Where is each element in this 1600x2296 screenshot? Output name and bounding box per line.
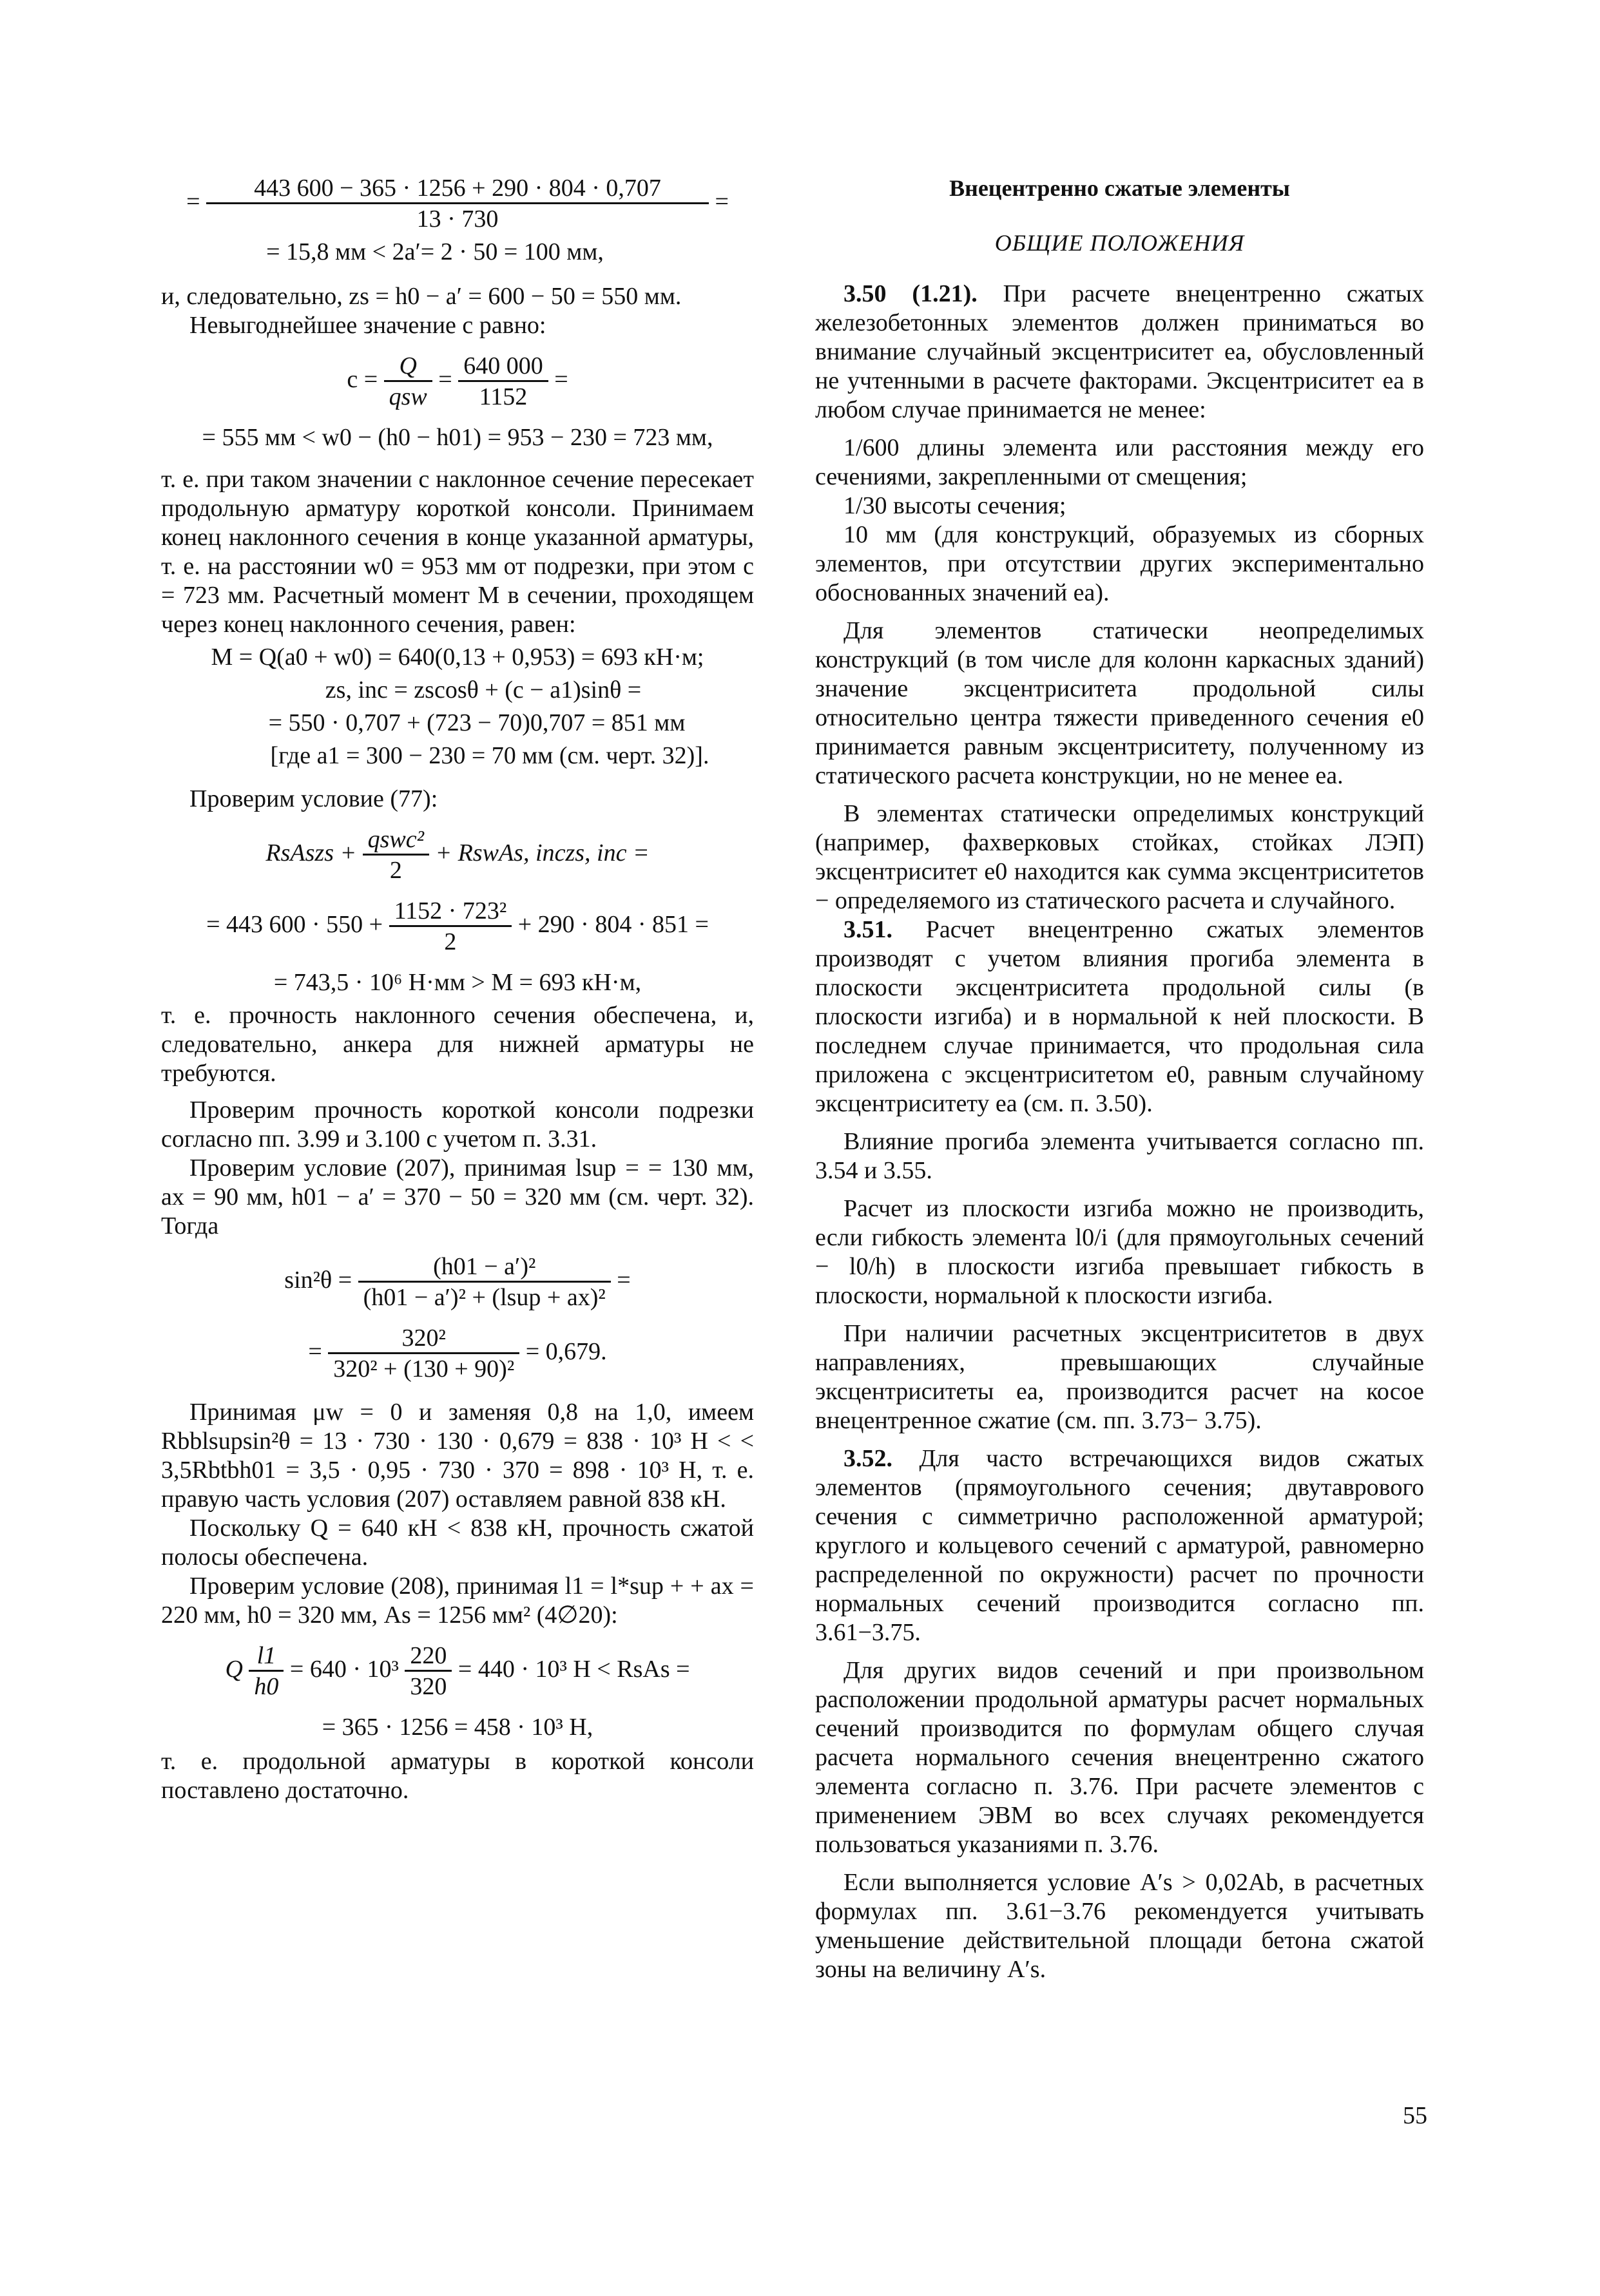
paragraph-check-console: Проверим прочность короткой консоли подрезки согласно пп. 3.99 и 3.100 с учетом п. 3.31. bbox=[161, 1096, 754, 1153]
paragraph-biaxial: При наличии расчетных эксцентриситетов в двух направлениях, превышающих случайные эксцентриситеты ea, производится расчет на косое внецентренное сжатие (см. пп. 3.73− 3.75). bbox=[815, 1320, 1424, 1434]
right-column bbox=[815, 174, 1424, 1984]
eq7-numerator: qswc² bbox=[363, 825, 429, 856]
eq2-fraction-2 bbox=[458, 352, 548, 412]
eq7-part-b: + RswAs, inczs, inc = bbox=[435, 839, 650, 867]
eq2-numerator-1: Q bbox=[384, 352, 432, 382]
equation-8 bbox=[161, 897, 754, 957]
equation-1 bbox=[161, 174, 754, 234]
eq2-denominator-2: 1152 bbox=[479, 383, 528, 410]
paragraph-compressed-area: Если выполняется условие A′s > 0,02Ab, в расчетных формулах пп. 3.61−3.76 рекомендуется учитывать уменьшение действительной площади бетона сжатой зоны на величину A′s. bbox=[815, 1869, 1424, 1983]
eq1-fraction bbox=[206, 174, 709, 234]
eq7-denominator: 2 bbox=[389, 857, 402, 884]
paragraph-check-207: Проверим условие (207), принимая lsup = = 130 мм, ax = 90 мм, h01 − a′ = 370 − 50 = 320 мм (см. черт. 32). Тогда bbox=[161, 1154, 754, 1239]
equation-7 bbox=[161, 825, 754, 885]
paragraph-3-51-text: Расчет внецентренно сжатых элементов производят с учетом влияния прогиба элемента в плоскости эксцентриситета продольной силы (в плоскости изгиба) и в нормальной к ней плоскости. В последнем случае принимается, что продольная сила приложена с эксцентриситетом e0, равным случайному эксцентриситету ea (см. п. 3.50). bbox=[815, 916, 1424, 1117]
eq11-denominator: 320² + (130 + 90)² bbox=[333, 1355, 515, 1382]
equation-6: [где a1 = 300 − 230 = 70 мм (см. черт. 32)]. bbox=[270, 742, 709, 769]
paragraph-c-value: Невыгоднейшее значение c равно: bbox=[189, 312, 546, 339]
eq10-numerator: (h01 − a′)² bbox=[358, 1252, 611, 1283]
paragraph-strip-ok: Поскольку Q = 640 кН < 838 кН, прочность сжатой полосы обеспечена. bbox=[161, 1515, 754, 1571]
eq1-numerator: 443 600 − 365 · 1256 + 290 · 804 · 0,707 bbox=[206, 174, 709, 204]
eq11-suffix: = 0,679. bbox=[525, 1338, 607, 1366]
equation-12 bbox=[161, 1641, 754, 1701]
eq12-fraction-1 bbox=[249, 1641, 284, 1701]
paragraph-10mm: 10 мм (для конструкций, образуемых из сборных элементов, при отсутствии других экспериментально обоснованных значений ea). bbox=[815, 521, 1424, 606]
paragraph-3-52-text: Для часто встречающихся видов сжатых элементов (прямоугольного сечения; двутаврового сечения с симметрично расположенной арматурой; круглого и кольцевого сечений с арматурой, равномерно распределенной по окружности) расчет по прочности нормальных сечений производится согласно пп. 3.61−3.75. bbox=[815, 1445, 1424, 1646]
paragraph-3-51 bbox=[815, 915, 1424, 1118]
paragraph-section-crossing: т. е. при таком значении c наклонное сечение пересекает продольную арматуру короткой консоли. Принимаем конец наклонного сечения в конце указанной арматуры, т. е. на расстоянии w0 = 953 мм от подрезки, при этом c = 723 мм. Расчетный момент M в сечении, проходящем через конец наклонного сечения, равен: bbox=[161, 466, 754, 638]
paragraph-1-600: 1/600 длины элемента или расстояния между его сечениями, закрепленными от смещения; bbox=[815, 434, 1424, 490]
section-title: Внецентренно сжатые элементы bbox=[949, 175, 1290, 201]
paragraph-determinate: В элементах статически определимых конструкций (например, фахверковых стойках, стойках ЛЭП) эксцентриситет e0 находится как сумма эксцентриситетов − определяемого из статического расчета и случайного. bbox=[815, 800, 1424, 914]
eq11-fraction bbox=[328, 1324, 519, 1384]
subsection-title: ОБЩИЕ ПОЛОЖЕНИЯ bbox=[994, 230, 1245, 256]
eq12-denominator-1: h0 bbox=[254, 1673, 279, 1700]
paragraph-number-3-50: 3.50 (1.21). bbox=[843, 280, 978, 307]
equation-2 bbox=[161, 352, 754, 412]
eq10-denominator: (h01 − a′)² + (lsup + ax)² bbox=[363, 1284, 606, 1311]
eq2-numerator-2: 640 000 bbox=[458, 352, 548, 382]
eq2-denominator-1: qsw bbox=[389, 383, 427, 410]
eq8-denominator: 2 bbox=[444, 928, 457, 955]
page-number: 55 bbox=[1403, 2102, 1427, 2129]
equation-5: = 550 · 0,707 + (723 − 70)0,707 = 851 мм bbox=[268, 709, 686, 736]
paragraph-check-77: Проверим условие (77): bbox=[189, 785, 438, 812]
eq2-equals: = bbox=[438, 366, 452, 394]
equation-2-result: = 555 мм < w0 − (h0 − h01) = 953 − 230 = 723 мм, bbox=[202, 424, 713, 451]
eq2-suffix: = bbox=[554, 366, 568, 394]
paragraph-reinforcement-ok: т. е. продольной арматуры в короткой консоли поставлено достаточно. bbox=[161, 1748, 754, 1804]
eq12-denominator-2: 320 bbox=[410, 1673, 447, 1700]
eq8-part-a: = 443 600 · 550 + bbox=[206, 911, 383, 939]
eq8-part-b: + 290 · 804 · 851 = bbox=[517, 911, 709, 939]
equation-11 bbox=[161, 1324, 754, 1384]
eq2-lhs: c = bbox=[347, 366, 378, 394]
eq7-fraction bbox=[363, 825, 429, 885]
eq1-prefix: = bbox=[186, 188, 200, 216]
eq1-denominator: 13 · 730 bbox=[416, 206, 499, 233]
paragraph-mu-w: Принимая μw = 0 и заменяя 0,8 на 1,0, имеем Rbblsupsin²θ = 13 · 730 · 130 · 0,679 = 838 · 10³ Н < < 3,5Rbtbh01 = 3,5 · 0,95 · 730 · 370 = 898 · 10³ Н, т. е. правую часть условия (207) оставляем равной 838 кН. bbox=[161, 1399, 754, 1513]
paragraph-number-3-52: 3.52. bbox=[843, 1445, 892, 1472]
paragraph-number-3-51: 3.51. bbox=[843, 916, 892, 943]
eq8-numerator: 1152 · 723² bbox=[389, 897, 512, 927]
eq8-fraction bbox=[389, 897, 512, 957]
paragraph-indeterminate: Для элементов статически неопределимых конструкций (в том числе для колонн каркасных зданий) значение эксцентриситета продольной силы относительно центра тяжести приведенного сечения e0 принимается равным эксцентриситету, полученному из статического расчета конструкции, но не менее ea. bbox=[815, 617, 1424, 789]
paragraph-deflection: Влияние прогиба элемента учитывается согласно пп. 3.54 и 3.55. bbox=[815, 1128, 1424, 1184]
eq12-part-b: = 640 · 10³ bbox=[289, 1656, 399, 1683]
left-column bbox=[161, 174, 754, 1805]
eq10-lhs: sin²θ = bbox=[284, 1267, 352, 1294]
equation-10 bbox=[161, 1252, 754, 1312]
eq2-fraction-1 bbox=[384, 352, 432, 412]
paragraph-3-50 bbox=[815, 280, 1424, 425]
equation-4: zs, inc = zscosθ + (c − a1)sinθ = bbox=[325, 676, 642, 703]
eq10-suffix: = bbox=[617, 1267, 631, 1294]
eq11-numerator: 320² bbox=[328, 1324, 519, 1354]
eq12-part-a: Q bbox=[225, 1656, 243, 1683]
eq1-suffix: = bbox=[715, 188, 729, 216]
paragraph-zs: и, следовательно, zs = h0 − a′ = 600 − 50 = 550 мм. bbox=[161, 283, 682, 310]
equation-3: M = Q(a0 + w0) = 640(0,13 + 0,953) = 693 кН·м; bbox=[211, 644, 704, 671]
paragraph-general-case: Для других видов сечений и при произвольном расположении продольной арматуры расчет нормальных сечений производится по формулам общего случая расчета нормального сечения внецентренно сжатого элемента согласно п. 3.76. При расчете элементов с применением ЭВМ во всех случаях рекомендуется пользоваться указаниями п. 3.76. bbox=[815, 1657, 1424, 1858]
paragraph-check-208: Проверим условие (208), принимая l1 = l*sup + + ax = 220 мм, h0 = 320 мм, As = 1256 мм² (4∅20): bbox=[161, 1573, 754, 1629]
equation-13: = 365 · 1256 = 458 · 10³ Н, bbox=[322, 1714, 593, 1741]
paragraph-out-of-plane: Расчет из плоскости изгиба можно не производить, если гибкость элемента l0/i (для прямоугольных сечений − l0/h) в плоскости изгиба превышает гибкость в плоскости, нормальной к плоскости изгиба. bbox=[815, 1195, 1424, 1309]
paragraph-strength-ok: т. е. прочность наклонного сечения обеспечена, и, следовательно, анкера для нижней арматуры не требуются. bbox=[161, 1002, 754, 1087]
eq12-fraction-2 bbox=[405, 1641, 452, 1701]
paragraph-1-30: 1/30 высоты сечения; bbox=[843, 492, 1066, 519]
equation-9: = 743,5 · 10⁶ Н·мм > M = 693 кН·м, bbox=[273, 969, 642, 996]
eq10-fraction bbox=[358, 1252, 611, 1312]
eq12-numerator-2: 220 bbox=[405, 1641, 452, 1672]
eq7-part-a: RsAszs + bbox=[265, 839, 357, 867]
equation-1-result: = 15,8 мм < 2a′= 2 · 50 = 100 мм, bbox=[266, 238, 604, 265]
eq12-numerator-1: l1 bbox=[249, 1641, 284, 1672]
eq11-lhs: = bbox=[308, 1338, 322, 1366]
eq12-part-c: = 440 · 10³ Н < RsAs = bbox=[458, 1656, 690, 1683]
paragraph-3-52 bbox=[815, 1444, 1424, 1647]
paragraph-3-50-text: При расчете внецентренно сжатых железобетонных элементов должен приниматься во внимание случайный эксцентриситет ea, обусловленный не учтенными в расчете факторами. Эксцентриситет ea в любом случае принимается не менее: bbox=[815, 280, 1424, 423]
